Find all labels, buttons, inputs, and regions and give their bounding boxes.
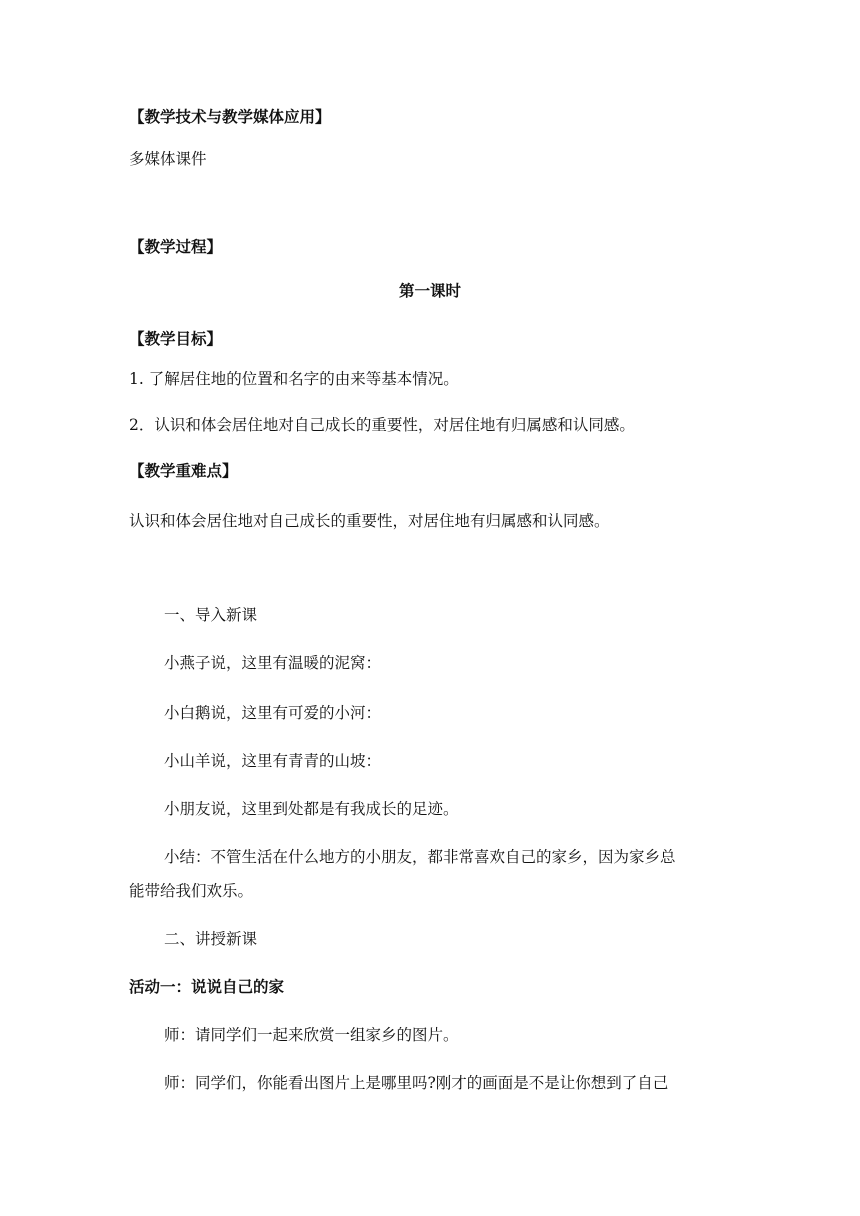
teach-heading: 二、讲授新课 bbox=[164, 930, 258, 948]
teacher-line-1: 师：请同学们一起来欣赏一组家乡的图片。 bbox=[164, 1026, 459, 1044]
key-points-text: 认识和体会居住地对自己成长的重要性，对居住地有归属感和认同感。 bbox=[129, 512, 610, 530]
summary-line-1: 小结：不管生活在什么地方的小朋友，都非常喜欢自己的家乡，因为家乡总 bbox=[164, 848, 676, 866]
goal-2: 2．认识和体会居住地对自己成长的重要性，对居住地有归属感和认同感。 bbox=[129, 416, 635, 434]
intro-line-2: 小白鹅说，这里有可爱的小河： bbox=[164, 704, 382, 722]
media-text: 多媒体课件 bbox=[129, 150, 207, 168]
process-heading: 【教学过程】 bbox=[129, 238, 223, 256]
teacher-line-2: 师：同学们，你能看出图片上是哪里吗?刚才的画面是不是让你想到了自己 bbox=[164, 1074, 669, 1092]
activity-heading: 活动一：说说自己的家 bbox=[129, 978, 285, 996]
media-heading: 【教学技术与教学媒体应用】 bbox=[129, 108, 331, 126]
summary-line-2: 能带给我们欢乐。 bbox=[129, 882, 254, 900]
lesson-title: 第一课时 bbox=[398, 282, 461, 300]
goal-1: 1. 了解居住地的位置和名字的由来等基本情况。 bbox=[129, 370, 459, 388]
goals-heading: 【教学目标】 bbox=[129, 330, 223, 348]
intro-line-1: 小燕子说，这里有温暖的泥窝： bbox=[164, 654, 382, 672]
intro-line-3: 小山羊说，这里有青青的山坡： bbox=[164, 752, 382, 770]
intro-line-4: 小朋友说，这里到处都是有我成长的足迹。 bbox=[164, 800, 459, 818]
key-points-heading: 【教学重难点】 bbox=[129, 462, 238, 480]
intro-heading: 一、导入新课 bbox=[164, 606, 258, 624]
